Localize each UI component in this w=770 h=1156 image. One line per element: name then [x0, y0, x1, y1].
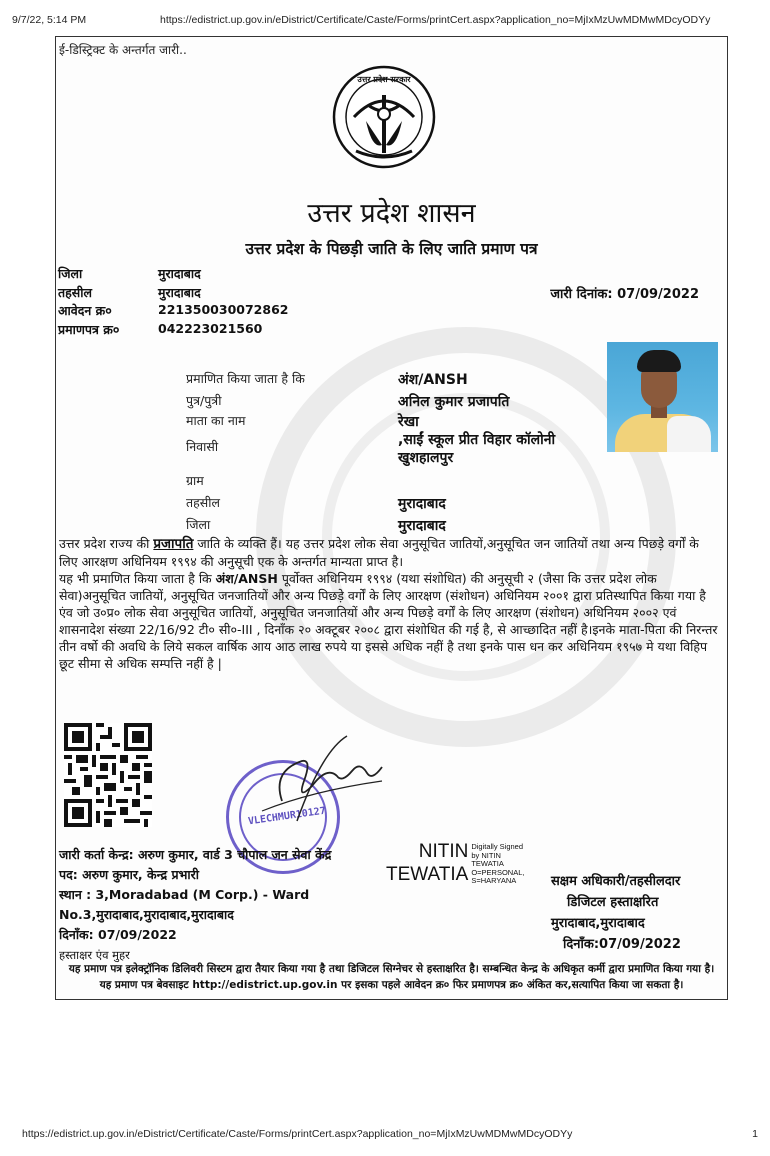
- issuer-details: [59, 845, 331, 965]
- detail-label: पुत्र/पुत्री: [186, 393, 222, 408]
- body-text-segment: उत्तर प्रदेश राज्य की: [59, 536, 154, 551]
- detail-row-address: [186, 430, 556, 454]
- meta-row-application-no: [58, 302, 288, 321]
- detail-row-district: [186, 516, 555, 536]
- certificate-title: उत्तर प्रदेश के पिछड़ी जाति के लिए जाति प्रमाण पत्र: [245, 240, 538, 258]
- detail-label: तहसील: [186, 495, 220, 510]
- digitally-signed-label: डिजिटल हस्ताक्षरित: [567, 895, 659, 910]
- applicant-photo: [607, 342, 718, 452]
- caste-certificate: [55, 36, 728, 1000]
- qr-code-icon: [64, 723, 152, 827]
- issuer-date: दिनाँक: 07/09/2022: [59, 927, 177, 942]
- applicant-details: [186, 370, 555, 536]
- detail-row-name: [186, 370, 555, 392]
- detail-value: अंश/ANSH: [398, 372, 468, 388]
- body-paragraph-1: [59, 535, 719, 570]
- detail-value: मुरादाबाद: [398, 496, 446, 512]
- detail-value: ,साईं स्कूल प्रीत विहार कॉलोनी: [398, 432, 556, 448]
- body-text-segment: पूर्वोक्त अधिनियम १९९४ (यथा संशोधित) की अनुसूची २ (जैसा कि उत्तर प्रदेश लोक सेवा)अनुसूचित जातियों, अनुसूचित जनजातियों और अन्य पिछड़े वर्गों के लिए आरक्षण (संशोधन) अधिनियम २००१ द्वारा प्रतिस्थापित किया गया है एंव जो उ०प्र० लोक सेवा अनुसूचित जातियों, अनुसूचित जनजातियों और अन्य पिछड़े वर्गों के लिए आरक्षण (संशोधन) अधिनियम २००२ एवं शासनादेश संख्या 22/16/92 टी० सी०-III , दिनाँक २० अक्टूबर २००८ द्वारा संशोधित की गई है, से आच्छादित नहीं है।इनके माता-पिता की निरन्तर तीन वर्षो की अवधि के लिये सकल वार्षिक आय आठ लाख रुपये या इससे अधिक नहीं है तथा इनके पास धन कर अधिनियम १९५७ मे यथा विहिप छूट सीमा से अधिक सम्पत्ति नहीं है |: [59, 571, 718, 671]
- meta-label: तहसील: [58, 284, 92, 300]
- detail-row-mother: [186, 412, 555, 430]
- signature-info-line: by NITIN: [471, 850, 501, 860]
- detail-value: मुरादाबाद: [398, 518, 446, 534]
- signature-info: [471, 843, 524, 886]
- body-text-segment: यह भी प्रमाणित किया जाता है कि: [59, 571, 216, 586]
- print-footer-url: https://edistrict.up.gov.in/eDistrict/Certificate/Caste/Forms/printCert.aspx?application_no=MjIxMzUwMDMwMDcyODYy: [22, 1128, 573, 1140]
- officer-details: [551, 871, 721, 955]
- up-government-emblem-icon: [332, 65, 436, 169]
- signer-first-name: NITIN: [418, 841, 469, 862]
- meta-row-certificate-no: [58, 321, 288, 340]
- meta-value: मुरादाबाद: [158, 266, 201, 281]
- detail-label: जिला: [186, 517, 211, 532]
- detail-label: ग्राम: [186, 473, 204, 488]
- stamp-code: VLECHMUR10127: [247, 805, 327, 828]
- issuer-place-2: No.3,मुरादाबाद,मुरादाबाद,मुरादाबाद: [59, 907, 234, 922]
- detail-value: अनिल कुमार प्रजापति: [398, 394, 510, 410]
- meta-label: जिला: [58, 266, 83, 281]
- issue-date: जारी दिनांक: 07/09/2022: [550, 287, 699, 302]
- body-text-segment: जाति के व्यक्ति हैं। यह उत्तर प्रदेश लोक सेवा अनुसूचित जातियों,अनुसूचित जन जातियों तथा अन्य पिछड़े वर्गों के लिए आरक्षण अधिनियम १९९४ की अनुसूची एक के अन्तर्गत मान्यता प्राप्त है।: [59, 536, 699, 569]
- detail-value: खुशहालपुर: [398, 450, 454, 466]
- detail-label: प्रमाणित किया जाता है कि: [186, 371, 305, 386]
- digital-signature-block: [386, 840, 524, 886]
- officer-title: सक्षम अधिकारी/तहसीलदार: [551, 874, 681, 889]
- caste-name: प्रजापति: [153, 536, 194, 552]
- meta-label: आवेदन क्र०: [58, 303, 112, 318]
- signature-info-line: O=PERSONAL,: [471, 867, 525, 877]
- print-datetime: 9/7/22, 5:14 PM: [12, 14, 87, 26]
- issued-under-note: ई-डिस्ट्रिक्ट के अन्तर्गत जारी..: [59, 43, 187, 57]
- officer-place: मुरादाबाद,मुरादाबाद: [551, 916, 645, 931]
- emblem-text: उत्तर प्रदेश सरकार: [357, 75, 411, 84]
- issuer-post: पद: अरुण कुमार, केन्द्र प्रभारी: [59, 867, 199, 882]
- page-number: 1: [752, 1128, 758, 1140]
- applicant-name-inline: अंश/ANSH: [215, 571, 278, 586]
- meta-value: 042223021560: [158, 320, 263, 336]
- certificate-body: [59, 535, 719, 672]
- body-paragraph-2: [59, 570, 719, 672]
- signature-info-line: S=HARYANA: [471, 876, 517, 886]
- detail-value: रेखा: [398, 414, 419, 430]
- signature-info-line: TEWATIA: [471, 859, 504, 869]
- meta-value: मुरादाबाद: [158, 284, 201, 300]
- issuer-place: स्थान : 3,Moradabad (M Corp.) - Ward: [59, 887, 310, 902]
- signature-info-line: Digitally Signed: [471, 842, 524, 851]
- detail-label: निवासी: [186, 439, 219, 454]
- handwritten-signature: [242, 731, 392, 831]
- detail-row-village: [186, 472, 555, 494]
- officer-date: दिनाँक:07/09/2022: [563, 937, 681, 952]
- sign-label: हस्ताक्षर एंव मुहर: [59, 948, 130, 962]
- detail-row-parent: [186, 392, 555, 412]
- meta-row-district: [58, 265, 288, 284]
- meta-value: 221350030072862: [158, 302, 289, 317]
- print-url: https://edistrict.up.gov.in/eDistrict/Certificate/Caste/Forms/printCert.aspx?application_no=MjIxMzUwMDMwMDcyODYy: [160, 14, 711, 26]
- signer-last-name: TEWATIA: [386, 864, 469, 885]
- meta-row-tehsil: [58, 284, 288, 303]
- government-title: उत्तर प्रदेश शासन: [307, 198, 476, 229]
- meta-label: प्रमाणपत्र क्र०: [58, 321, 120, 337]
- print-footer: [22, 1128, 758, 1140]
- verification-note: यह प्रमाण पत्र इलेक्ट्रॉनिक डिलिवरी सिस्टम द्वारा तैयार किया गया है तथा डिजिटल सिग्नेचर से हस्ताक्षरित है। सम्बन्धित केन्द्र के अधिकृत कर्मी द्वारा प्रमाणित किया गया है। यह प्रमाण पत्र बेवसाइट http://edistrict.up.gov.in पर इसका पहले आवेदन क्र० फिर प्रमाणपत्र क्र० अंकित कर,सत्यापित किया जा सकता है।: [68, 963, 715, 991]
- detail-row-tehsil: [186, 494, 555, 516]
- detail-label: माता का नाम: [186, 413, 246, 428]
- certificate-meta: [58, 265, 288, 339]
- issuing-centre: जारी कर्ता केन्द्र: अरुण कुमार, वार्ड 3 चौपाल जन सेवा केंद्र: [59, 847, 332, 862]
